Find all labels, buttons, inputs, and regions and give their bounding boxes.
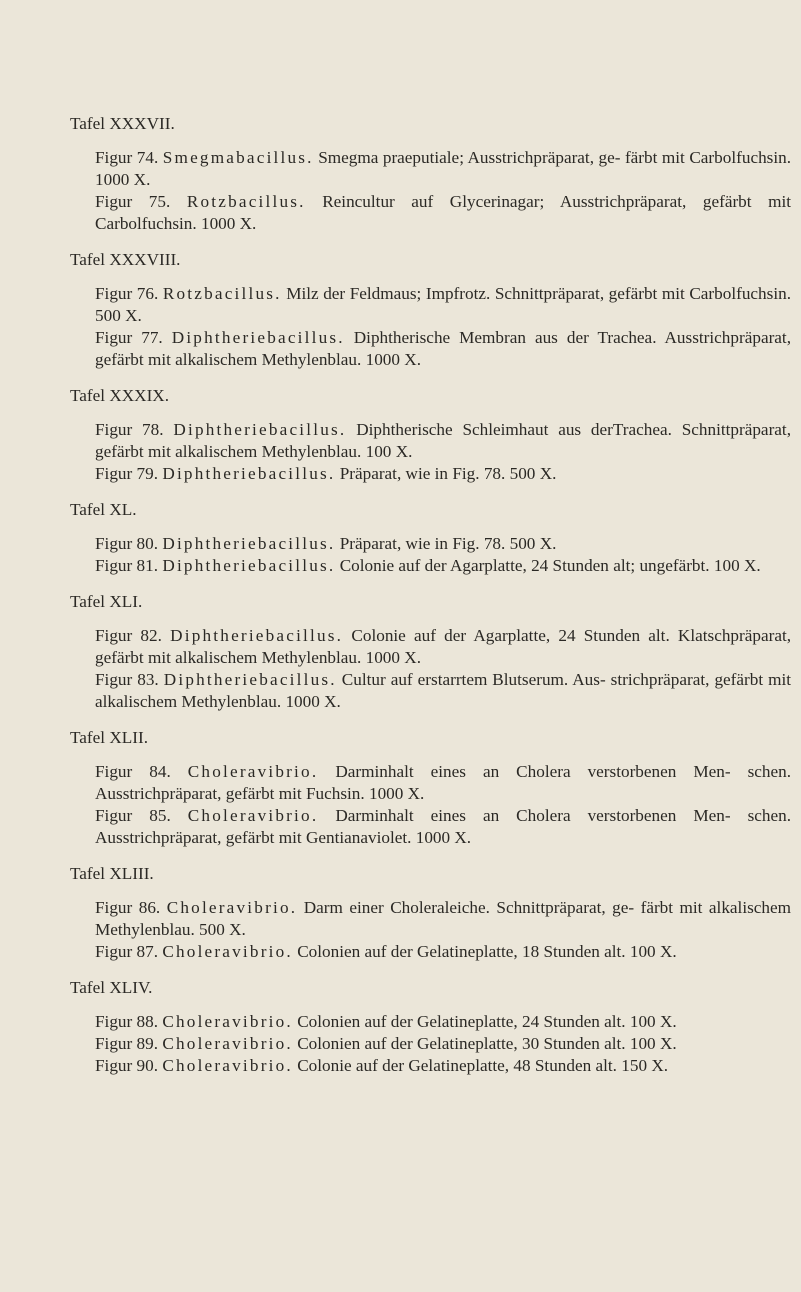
figure-label: Figur 88. xyxy=(95,1012,159,1031)
figure-description: Darminhalt eines an Cholera verstorbenen Men- schen. Ausstrichpräparat, gefärbt mit Fuchsin. 1000 X. xyxy=(95,762,792,803)
species-name: Choleravibrio. xyxy=(162,1034,293,1053)
tafel-section xyxy=(70,591,791,713)
figure-description: Diphtherische Membran aus der Trachea. Ausstrichpräparat, gefärbt mit alkalischem Methylenblau. 1000 X. xyxy=(95,328,791,369)
species-name: Choleravibrio. xyxy=(162,1056,293,1075)
species-name: Choleravibrio. xyxy=(166,898,298,917)
species-name: Choleravibrio. xyxy=(162,942,293,961)
figure-description: Milz der Feldmaus; Impfrotz. Schnittpräparat, gefärbt mit Carbolfuchsin. 500 X. xyxy=(95,284,791,325)
figure-label: Figur 82. xyxy=(95,626,162,645)
figure-entry xyxy=(95,669,791,713)
figure-description: Colonien auf der Gelatineplatte, 24 Stunden alt. 100 X. xyxy=(297,1012,677,1031)
species-name: Smegmabacillus. xyxy=(162,148,314,167)
species-name: Diphtheriebacillus. xyxy=(162,464,336,483)
tafel-section xyxy=(70,727,791,849)
species-name: Diphtheriebacillus. xyxy=(173,420,347,439)
figure-label: Figur 79. xyxy=(95,464,159,483)
figure-entry xyxy=(95,463,791,485)
figure-label: Figur 80. xyxy=(95,534,159,553)
tafel-section xyxy=(70,113,791,235)
figure-description: Colonie auf der Gelatineplatte, 48 Stunden alt. 150 X. xyxy=(297,1056,669,1075)
tafel-section xyxy=(70,249,791,371)
figure-label: Figur 85. xyxy=(95,806,171,825)
figure-label: Figur 76. xyxy=(95,284,159,303)
figure-label: Figur 77. xyxy=(95,328,163,347)
figure-label: Figur 89. xyxy=(95,1034,159,1053)
tafel-heading: Tafel XLIV. xyxy=(70,978,153,997)
figure-label: Figur 78. xyxy=(95,420,164,439)
figure-entry xyxy=(95,625,791,669)
species-name: Choleravibrio. xyxy=(187,762,319,781)
tafel-section xyxy=(70,385,791,485)
species-name: Diphtheriebacillus. xyxy=(170,626,344,645)
tafel-section xyxy=(70,863,791,963)
tafel-section xyxy=(70,499,791,577)
figure-description: Darm einer Choleraleiche. Schnittpräparat, ge- färbt mit alkalischem Methylenblau. 500 X. xyxy=(95,898,792,939)
figure-entry xyxy=(95,1011,791,1033)
tafel-heading: Tafel XL. xyxy=(70,500,137,519)
figure-entry xyxy=(95,147,791,191)
figure-entry xyxy=(95,1055,791,1077)
figure-description: Colonien auf der Gelatineplatte, 30 Stunden alt. 100 X. xyxy=(297,1034,677,1053)
figure-label: Figur 84. xyxy=(95,762,171,781)
figure-label: Figur 90. xyxy=(95,1056,159,1075)
figure-entry xyxy=(95,941,791,963)
figure-label: Figur 74. xyxy=(95,148,159,167)
figure-label: Figur 86. xyxy=(95,898,161,917)
figure-description: Reincultur auf Glycerinagar; Ausstrichpräparat, gefärbt mit Carbolfuchsin. 1000 X. xyxy=(95,192,792,233)
species-name: Diphtheriebacillus. xyxy=(171,328,345,347)
tafel-heading: Tafel XXXVII. xyxy=(70,114,175,133)
species-name: Diphtheriebacillus. xyxy=(162,556,336,575)
figure-entry xyxy=(95,805,791,849)
figure-description: Smegma praeputiale; Ausstrichpräparat, ge- färbt mit Carbolfuchsin. 1000 X. xyxy=(95,148,792,189)
figure-description: Colonien auf der Gelatineplatte, 18 Stunden alt. 100 X. xyxy=(297,942,677,961)
figure-label: Figur 83. xyxy=(95,670,159,689)
figure-label: Figur 75. xyxy=(95,192,171,211)
species-name: Choleravibrio. xyxy=(162,1012,293,1031)
figure-entry xyxy=(95,761,791,805)
figure-entry xyxy=(95,533,791,555)
figure-entry xyxy=(95,419,791,463)
figure-description: Diphtherische Schleimhaut aus derTrachea. Schnittpräparat, gefärbt mit alkalischem Methylenblau. 100 X. xyxy=(95,420,791,461)
figure-description: Colonie auf der Agarplatte, 24 Stunden alt. Klatschpräparat, gefärbt mit alkalischem Methylenblau. 1000 X. xyxy=(95,626,792,667)
figure-label: Figur 87. xyxy=(95,942,159,961)
tafel-section xyxy=(70,977,791,1077)
figure-label: Figur 81. xyxy=(95,556,159,575)
tafel-heading: Tafel XXXIX. xyxy=(70,386,170,405)
species-name: Rotzbacillus. xyxy=(186,192,306,211)
figure-description: Colonie auf der Agarplatte, 24 Stunden alt; ungefärbt. 100 X. xyxy=(339,556,761,575)
figure-entry xyxy=(95,1033,791,1055)
figure-description: Darminhalt eines an Cholera verstorbenen Men- schen. Ausstrichpräparat, gefärbt mit Gentianaviolet. 1000 X. xyxy=(95,806,792,847)
figure-entry xyxy=(95,191,791,235)
figure-description: Präparat, wie in Fig. 78. 500 X. xyxy=(339,464,557,483)
species-name: Rotzbacillus. xyxy=(162,284,282,303)
figure-entry xyxy=(95,283,791,327)
species-name: Diphtheriebacillus. xyxy=(163,670,337,689)
tafel-heading: Tafel XXXVIII. xyxy=(70,250,181,269)
figure-description: Präparat, wie in Fig. 78. 500 X. xyxy=(339,534,557,553)
figure-description: Cultur auf erstarrtem Blutserum. Aus- strichpräparat, gefärbt mit alkalischem Methylenblau. 1000 X. xyxy=(95,670,792,711)
tafel-heading: Tafel XLII. xyxy=(70,728,149,747)
species-name: Choleravibrio. xyxy=(187,806,319,825)
figure-entry xyxy=(95,555,791,577)
species-name: Diphtheriebacillus. xyxy=(162,534,336,553)
figure-entry xyxy=(95,897,791,941)
figure-entry xyxy=(95,327,791,371)
tafel-heading: Tafel XLI. xyxy=(70,592,143,611)
tafel-heading: Tafel XLIII. xyxy=(70,864,154,883)
